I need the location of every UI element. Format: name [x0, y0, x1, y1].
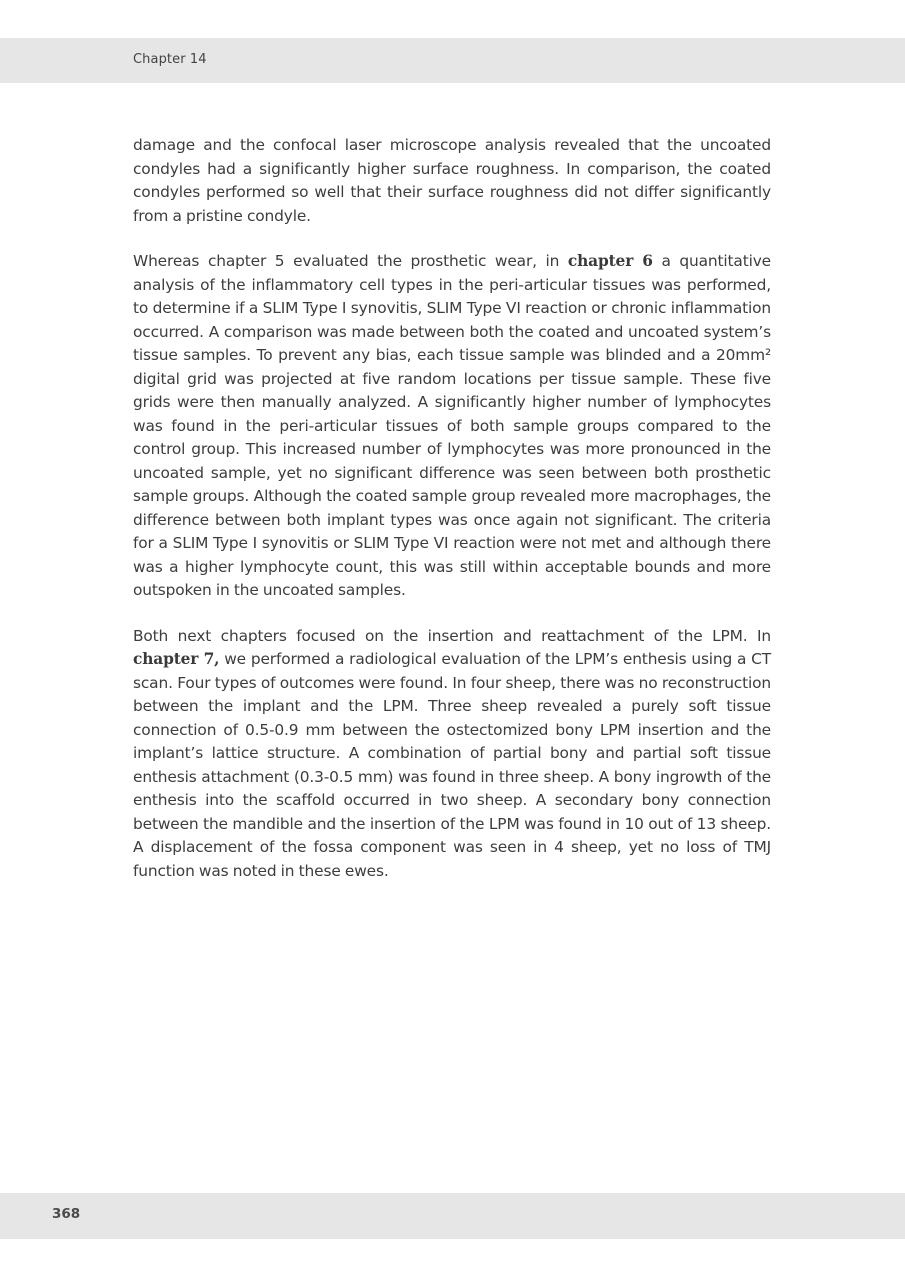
chapter-running-head: Chapter 14 — [133, 52, 207, 67]
chapter-7-reference: chapter 7, — [133, 650, 220, 668]
paragraph-surface-roughness — [133, 134, 771, 228]
paragraph-chapter-7-summary — [133, 625, 771, 884]
paragraph-text-rest: we performed a radiological evaluation of the LPM’s enthesis using a CT scan. Four types of outcomes were found. In four sheep, there was no reconstruction between the implant and the LPM. Three sheep revealed a purely soft tissue connection of 0.5-0.9 mm between the ostectomized bony LPM insertion and the implant’s lattice structure. A combination of partial bony and partial soft tissue enthesis attachment (0.3-0.5 mm) was found in three sheep. A bony ingrowth of the enthesis into the scaffold occurred in two sheep. A secondary bony connection between the mandible and the insertion of the LPM was found in 10 out of 13 sheep. A displacement of the fossa component was seen in 4 sheep, yet no loss of TMJ function was noted in these ewes. — [133, 650, 772, 880]
paragraph-text-rest: a quantitative analysis of the inflammatory cell types in the peri-articular tissues was performed, to determine if a SLIM Type I synovitis, SLIM Type VI reaction or chronic inflammation occurred. A comparison was made between both the coated and uncoated system’s tissue samples. To prevent any bias, each tissue sample was blinded and a 20mm² digital grid was projected at five random locations per tissue sample. These five grids were then manually analyzed. A significantly higher number of lymphocytes was found in the peri-articular tissues of both sample groups compared to the control group. This increased number of lymphocytes was more pronounced in the uncoated sample, yet no significant difference was seen between both prosthetic sample groups. Although the coated sample group revealed more macrophages, the difference between both implant types was once again not significant. The criteria for a SLIM Type I synovitis or SLIM Type VI reaction were not met and although there was a higher lymphocyte count, this was still within acceptable bounds and more outspoken in the uncoated samples. — [133, 252, 771, 599]
body-text — [133, 134, 771, 905]
paragraph-text-lead: Whereas chapter 5 evaluated the prosthetic wear, in — [133, 252, 568, 270]
page-number: 368 — [52, 1206, 81, 1222]
paragraph-chapter-6-summary — [133, 250, 771, 603]
chapter-6-reference: chapter 6 — [567, 252, 653, 270]
paragraph-text: damage and the confocal laser microscope analysis revealed that the uncoated condyles had a significantly higher surface roughness. In comparison, the coated condyles performed so well that their surface roughness did not differ significantly from a pristine condyle. — [133, 136, 771, 225]
page-footer — [0, 1193, 905, 1239]
paragraph-text-lead: Both next chapters focused on the insertion and reattachment of the LPM. In — [133, 626, 771, 645]
running-header — [0, 38, 905, 83]
